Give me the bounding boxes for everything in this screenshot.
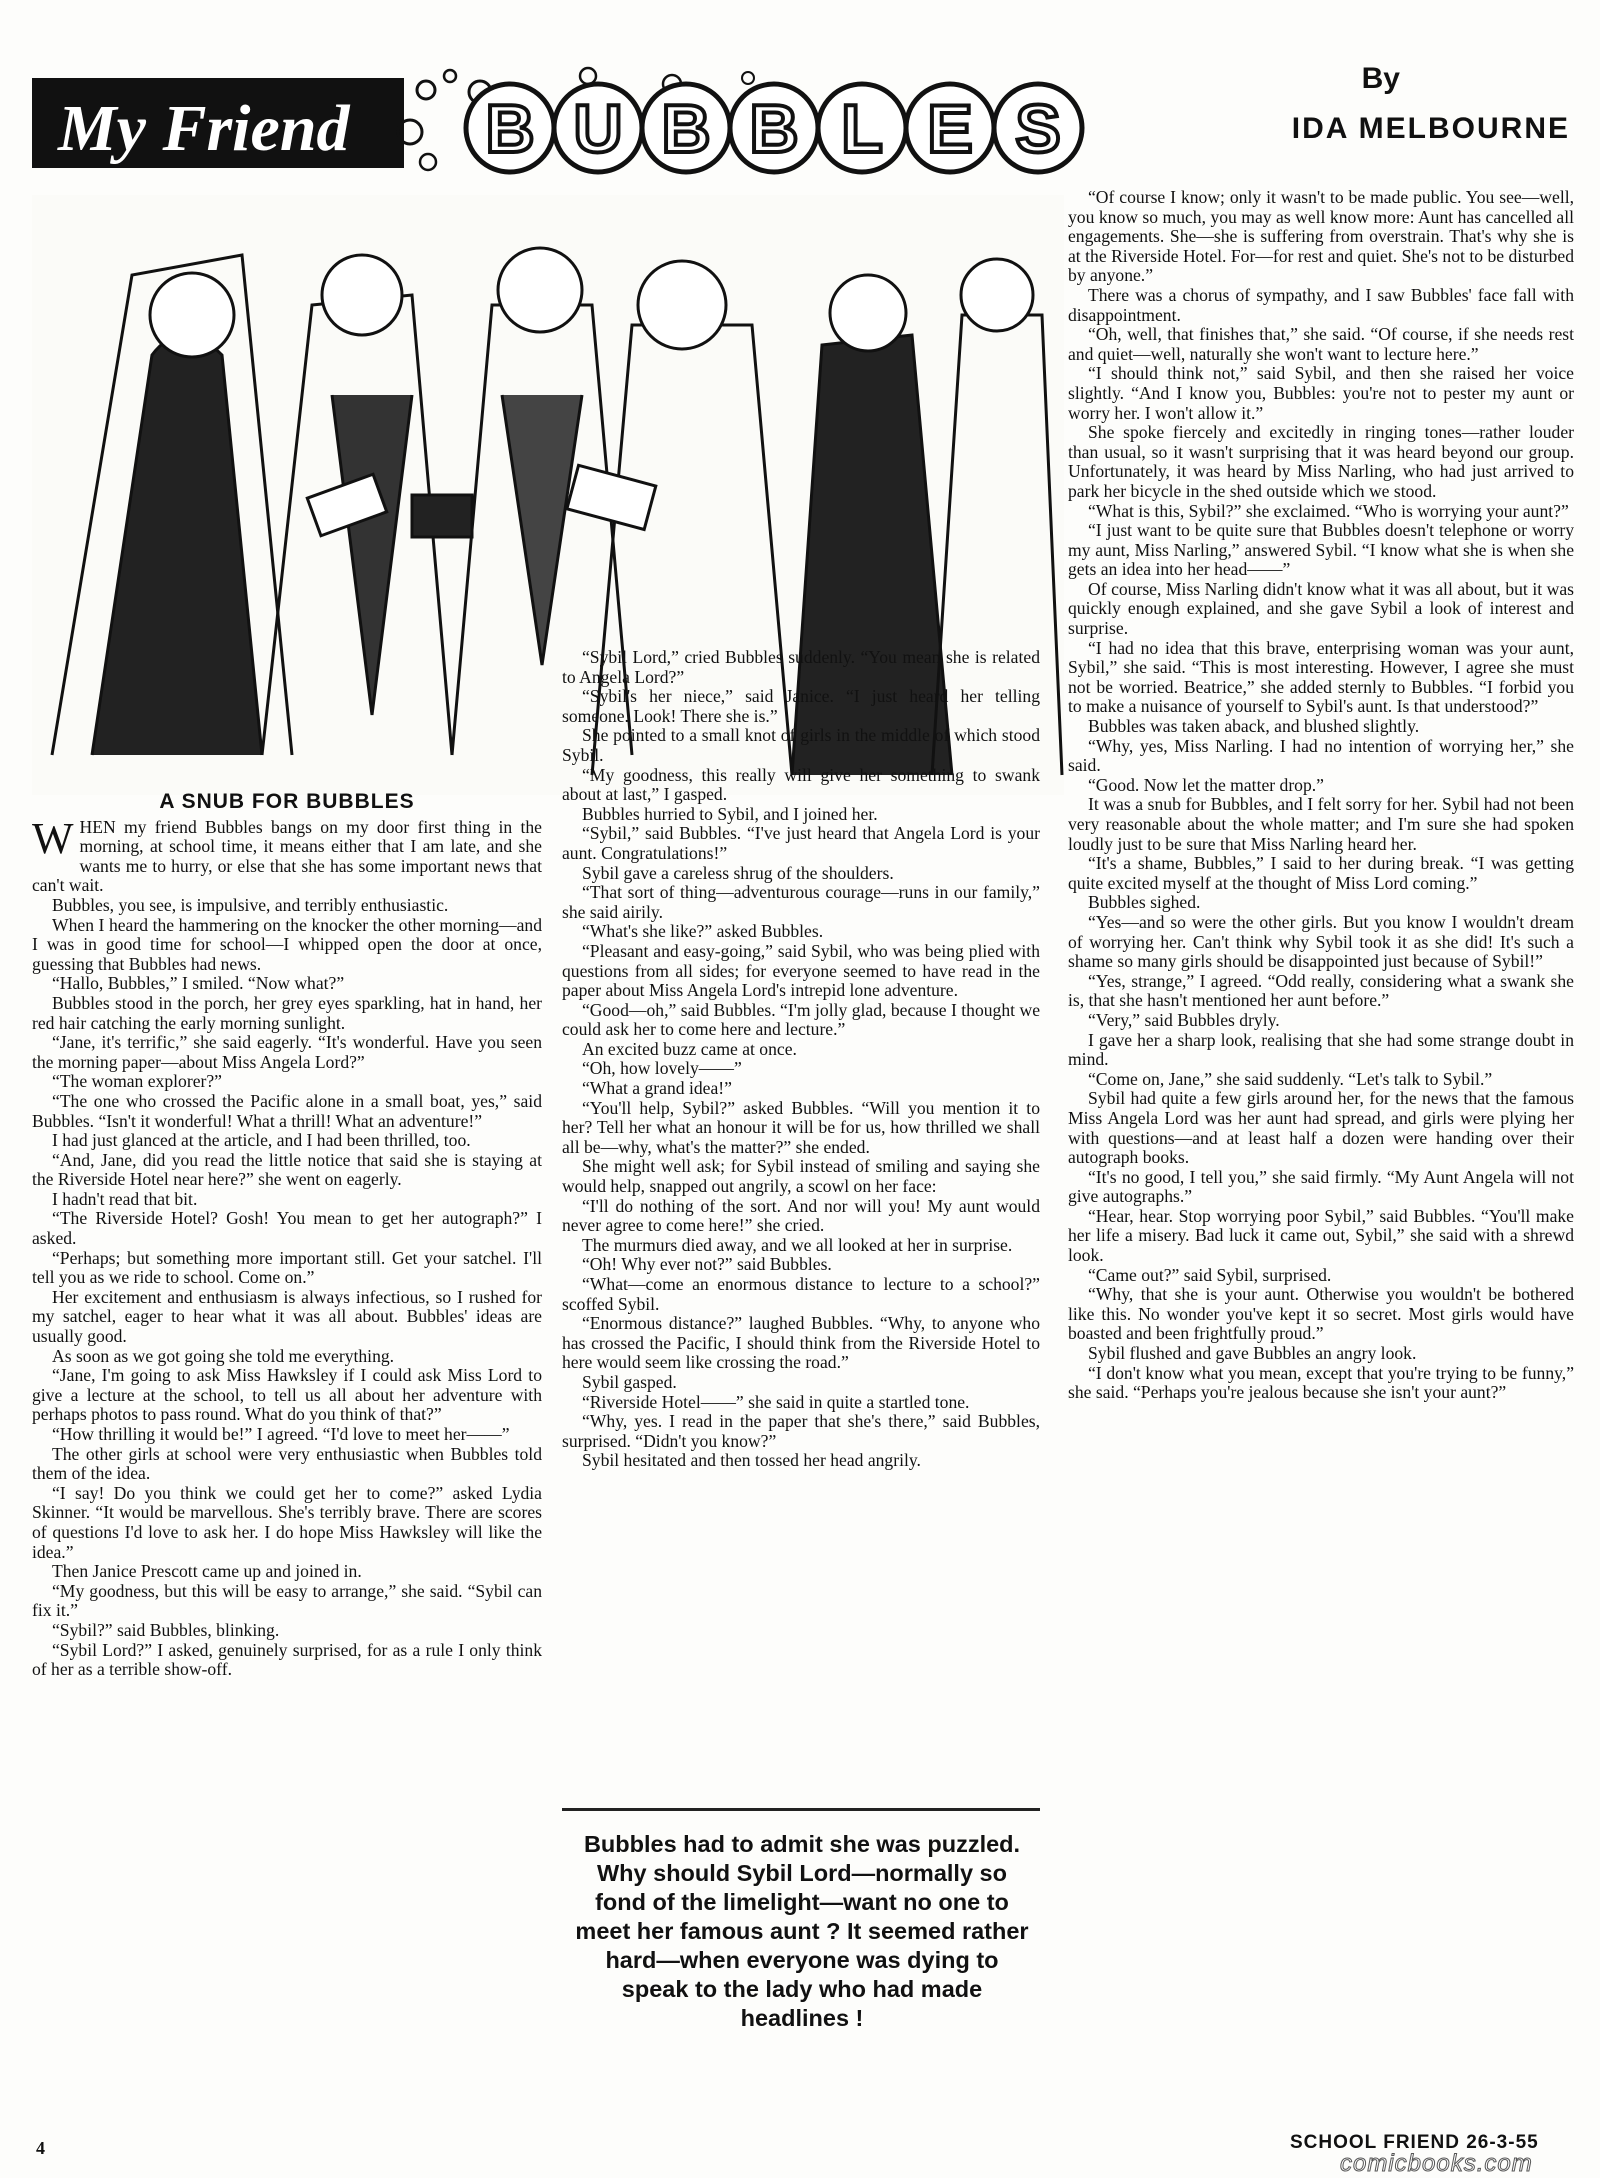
paragraph: “Sybil Lord?” I asked, genuinely surprised, for as a rule I only think of her as a terrible show-off. <box>32 1639 542 1680</box>
title-banner <box>32 62 1117 180</box>
paragraph: “Hear, hear. Stop worrying poor Sybil,” said Bubbles. “You'll make her life a misery. Bad luck it came out, Sybil,” she said with a shrewd look. <box>1068 1205 1574 1266</box>
page-number: 4 <box>36 2138 45 2158</box>
paragraph: “I just want to be quite sure that Bubbles doesn't telephone or worry my aunt, Miss Narling,” answered Sybil. “I know what she is when she gets an idea into her head——” <box>1068 520 1574 580</box>
paragraph: “You'll help, Sybil?” asked Bubbles. “Will you mention it to her? Tell her what an honour it will be for us, how thrilled we shall all be—why, what's the matter?” she ended. <box>562 1097 1040 1157</box>
drop-cap: W <box>32 813 74 863</box>
paragraph: “I don't know what you mean, except that you're trying to be funny,” she said. “Perhaps you're jealous because she isn't your aunt?” <box>1068 1362 1574 1403</box>
paragraph: Her excitement and enthusiasm is always infectious, so I rushed for my satchel, eager to hear what it was all about. Bubbles' ideas are usually good. <box>32 1286 542 1347</box>
paragraph: “And, Jane, did you read the little notice that said she is staying at the Riverside Hotel near here?” she went on eagerly. <box>32 1149 542 1190</box>
paragraph: “What—come an enormous distance to lecture to a school?” scoffed Sybil. <box>562 1274 1040 1314</box>
bubble-letter: E <box>927 91 973 167</box>
paragraph: Sybil hesitated and then tossed her head angrily. <box>582 1450 921 1471</box>
paragraph: “I say! Do you think we could get her to come?” asked Lydia Skinner. “It would be marvellous. She's terribly brave. There are scores of questions I'd love to ask her. I do hope Miss Hawksley will like the idea.” <box>32 1482 542 1562</box>
bubble-letter: B <box>749 91 799 167</box>
paragraph: Sybil gave a careless shrug of the shoulders. <box>582 862 894 883</box>
bubble-letter: L <box>841 91 883 167</box>
column-3 <box>1068 188 1574 1403</box>
paragraph: “Why, that she is your aunt. Otherwise you wouldn't be bothered like this. No wonder you've kept it so secret. Most girls would have boasted and been frightfully proud.” <box>1068 1284 1574 1344</box>
paragraph: I gave her a sharp look, realising that she had some strange doubt in mind. <box>1068 1029 1574 1070</box>
title-bubble-letters <box>466 84 1082 172</box>
magazine-footer: SCHOOL FRIEND 26-3-55 <box>1290 2132 1539 2153</box>
paragraph: “The Riverside Hotel? Gosh! You mean to get her autograph?” I asked. <box>32 1208 542 1249</box>
paragraph: She pointed to a small knot of girls in the middle of which stood Sybil. <box>562 725 1040 765</box>
teaser-box: Bubbles had to admit she was puzzled. Why should Sybil Lord—normally so fond of the limelight—want no one to meet her famous aunt ? It seemed rather hard—when everyone was dying to speak to the lady who had made headlines ! <box>575 1831 1029 2031</box>
paragraph: Sybil had quite a few girls around her, for the news that the famous Miss Angela Lord was her aunt had spread, and girls were plying her with questions—and at least half a dozen were handing over their autograph books. <box>1068 1088 1574 1168</box>
paragraph: Sybil flushed and gave Bubbles an angry look. <box>1088 1343 1417 1364</box>
paragraph: “The one who crossed the Pacific alone in a small boat, yes,” said Bubbles. “Isn't it wonderful! What a thrill! What an adventure!” <box>32 1090 542 1131</box>
paragraph: “My goodness, but this will be easy to arrange,” she said. “Sybil can fix it.” <box>32 1580 542 1621</box>
paragraph: “Came out?” said Sybil, surprised. <box>1088 1264 1332 1285</box>
paragraph: The other girls at school were very enthusiastic when Bubbles told them of the idea. <box>32 1443 542 1484</box>
paragraph: “Why, yes. I read in the paper that she's there,” said Bubbles, surprised. “Didn't you know?” <box>562 1411 1040 1451</box>
paragraph: “Sybil?” said Bubbles, blinking. <box>52 1619 280 1640</box>
paragraph: “Oh, how lovely——” <box>582 1058 742 1079</box>
title-script-text: My Friend <box>58 92 350 165</box>
paragraph: “Sybil's her niece,” said Janice. “I just heard her telling someone. Look! There she is.” <box>562 686 1040 726</box>
paragraph: Bubbles stood in the porch, her grey eyes sparkling, hat in hand, her red hair catching the early morning sunlight. <box>32 992 542 1033</box>
paragraph: “I should think not,” said Sybil, and then she raised her voice slightly. “And I know you, Bubbles: you're not to pester my aunt or worry her. I won't allow it.” <box>1068 363 1574 423</box>
paragraph: She might well ask; for Sybil instead of smiling and saying she would help, snapped out angrily, a scowl on her face: <box>562 1156 1040 1197</box>
byline <box>1240 62 1570 146</box>
column-2 <box>562 648 1040 1471</box>
first-paragraph: WHEN my friend Bubbles bangs on my door first thing in the morning, at school time, it means either that I am late, and she wants me to hurry, or else that she has some important news that can't wait. <box>32 813 542 896</box>
paragraph: I hadn't read that bit. <box>52 1188 198 1209</box>
paragraph: Of course, Miss Narling didn't know what it was all about, but it was quickly enough explained, and she gave Sybil a look of interest and surprise. <box>1068 578 1574 639</box>
author-name: IDA MELBOURNE <box>1291 112 1570 145</box>
paragraph: “Enormous distance?” laughed Bubbles. “Why, to anyone who has crossed the Pacific, I should think from the Riverside Hotel to here would seem like crossing the road.” <box>562 1313 1040 1373</box>
paragraph: “Oh, well, that finishes that,” she said. “Of course, if she needs rest and quiet—well, naturally she won't want to lecture here.” <box>1068 324 1574 364</box>
column-1-paragraphs <box>32 896 542 1680</box>
paragraph: As soon as we got going she told me everything. <box>52 1345 395 1366</box>
paragraph: “That sort of thing—adventurous courage—runs in our family,” she said airily. <box>562 882 1040 922</box>
paragraph: “What a grand idea!” <box>582 1078 732 1099</box>
paragraph: “What is this, Sybil?” she exclaimed. “Who is worrying your aunt?” <box>1088 500 1569 521</box>
paragraph: “Jane, I'm going to ask Miss Hawksley if I could ask Miss Lord to give a lecture at the school, to tell us all about her adventure with perhaps photos to pass round. What do you think of that?” <box>32 1365 542 1425</box>
paragraph: “Oh! Why ever not?” said Bubbles. <box>582 1254 832 1275</box>
paragraph: “Sybil Lord,” cried Bubbles suddenly. “You mean she is related to Angela Lord?” <box>562 647 1040 687</box>
bubble-letter: B <box>661 91 711 167</box>
paragraph: “Riverside Hotel——” she said in quite a startled tone. <box>582 1391 970 1412</box>
paragraph: “Jane, it's terrific,” she said eagerly. “It's wonderful. Have you seen the morning paper—about Miss Angela Lord?” <box>32 1032 542 1072</box>
paragraph: “Come on, Jane,” she said suddenly. “Let's talk to Sybil.” <box>1088 1068 1493 1089</box>
paragraph: “What's she like?” asked Bubbles. <box>582 921 824 942</box>
paragraph: “Perhaps; but something more important still. Get your satchel. I'll tell you as we ride to school. Come on.” <box>32 1247 542 1288</box>
paragraph: Bubbles, you see, is impulsive, and terribly enthusiastic. <box>52 894 449 915</box>
column-2-paragraphs <box>562 648 1040 1471</box>
paragraph: Bubbles sighed. <box>1088 892 1201 913</box>
paragraph: “How thrilling it would be!” I agreed. “I'd love to meet her——” <box>52 1424 510 1444</box>
paragraph: It was a snub for Bubbles, and I felt sorry for her. Sybil had not been very reasonable about the whole matter; and I'm sure she had spoken loudly just to be sure that Miss Narling heard her. <box>1068 794 1574 854</box>
paragraph: “Good. Now let the matter drop.” <box>1088 774 1324 795</box>
bubble-letter: B <box>485 91 535 167</box>
paragraph: An excited buzz came at once. <box>582 1038 797 1059</box>
paragraph: “Hallo, Bubbles,” I smiled. “Now what?” <box>52 973 345 994</box>
paragraph: I had just glanced at the article, and I had been thrilled, too. <box>52 1130 471 1151</box>
bubble-letter: U <box>573 91 623 167</box>
paragraph: The murmurs died away, and we all looked at her in surprise. <box>582 1234 1013 1255</box>
paragraph: Bubbles was taken aback, and blushed slightly. <box>1088 716 1420 737</box>
watermark: comicbooks.com <box>1340 2150 1533 2177</box>
paragraph: “The woman explorer?” <box>52 1071 222 1092</box>
paragraph: “It's a shame, Bubbles,” I said to her during break. “I was getting quite excited myself at the thought of Miss Lord coming.” <box>1068 853 1574 893</box>
paragraph: “Very,” said Bubbles dryly. <box>1088 1009 1280 1030</box>
paragraph: “Sybil,” said Bubbles. “I've just heard that Angela Lord is your aunt. Congratulations!” <box>562 823 1040 863</box>
paragraph: When I heard the hammering on the knocker the other morning—and I was in good time for school—I whipped open the door at once, guessing that Bubbles had news. <box>32 914 542 974</box>
paragraph: Bubbles hurried to Sybil, and I joined her. <box>582 803 878 824</box>
paragraph: “It's no good, I tell you,” she said firmly. “My Aunt Angela will not give autographs.” <box>1068 1166 1574 1207</box>
paragraph: “Pleasant and easy-going,” said Sybil, who was being plied with questions from all sides; for everyone seemed to have read in the paper about Miss Angela Lord's intrepid lone adventure. <box>562 940 1040 1001</box>
teaser-divider <box>562 1808 1040 1811</box>
paragraph: “I had no idea that this brave, enterprising woman was your aunt, Sybil,” she said. “This is most interesting. However, I agree she must not be worried. Beatrice,” she added sternly to Bubbles. “I forbid you to make a nuisance of yourself to Sybil's aunt. Is that understood?” <box>1068 637 1574 717</box>
paragraph: “My goodness, this really will give her something to swank about at last,” I gasped. <box>562 764 1040 805</box>
paragraph: “Of course I know; only it wasn't to be made public. You see—well, you know so much, you may as well know more: Aunt has cancelled all engagements. She—she is suffering from overstrain. That's why she is at the Riverside Hotel. For—for rest and quiet. She's not to be disturbed by anyone.” <box>1068 187 1574 286</box>
paragraph: “Yes, strange,” I agreed. “Odd really, considering what a swank she is, that she hasn't mentioned her aunt before.” <box>1068 970 1574 1011</box>
column-3-paragraphs <box>1068 188 1574 1403</box>
section-heading: A SNUB FOR BUBBLES <box>159 790 415 813</box>
paragraph: Then Janice Prescott came up and joined in. <box>52 1561 362 1582</box>
paragraph: “I'll do nothing of the sort. And nor will you! My aunt would never agree to come here!” she cried. <box>562 1195 1040 1236</box>
paragraph: She spoke fiercely and excitedly in ringing tones—rather louder than usual, so it wasn't surprising that it was heard beyond our group. Unfortunately, it was heard by Miss Narling, who had just arrived to park her bicycle in the shed outside which we stood. <box>1068 422 1574 501</box>
paragraph: “Why, yes, Miss Narling. I had no intention of worrying her,” she said. <box>1068 735 1574 776</box>
paragraph: There was a chorus of sympathy, and I saw Bubbles' face fall with disappointment. <box>1068 284 1574 325</box>
paragraph: Sybil gasped. <box>582 1371 677 1392</box>
column-1 <box>32 792 542 1680</box>
bubble-letter: S <box>1015 91 1061 167</box>
paragraph: “Yes—and so were the other girls. But you know I wouldn't dream of worrying her. Can't think why Sybil took it as she did! It's such a shame so many girls should be disappointed just because of Sybil!” <box>1068 911 1574 972</box>
byline-by: By <box>1361 62 1400 95</box>
paragraph: “Good—oh,” said Bubbles. “I'm jolly glad, because I thought we could ask her to come here and lecture.” <box>562 999 1040 1040</box>
